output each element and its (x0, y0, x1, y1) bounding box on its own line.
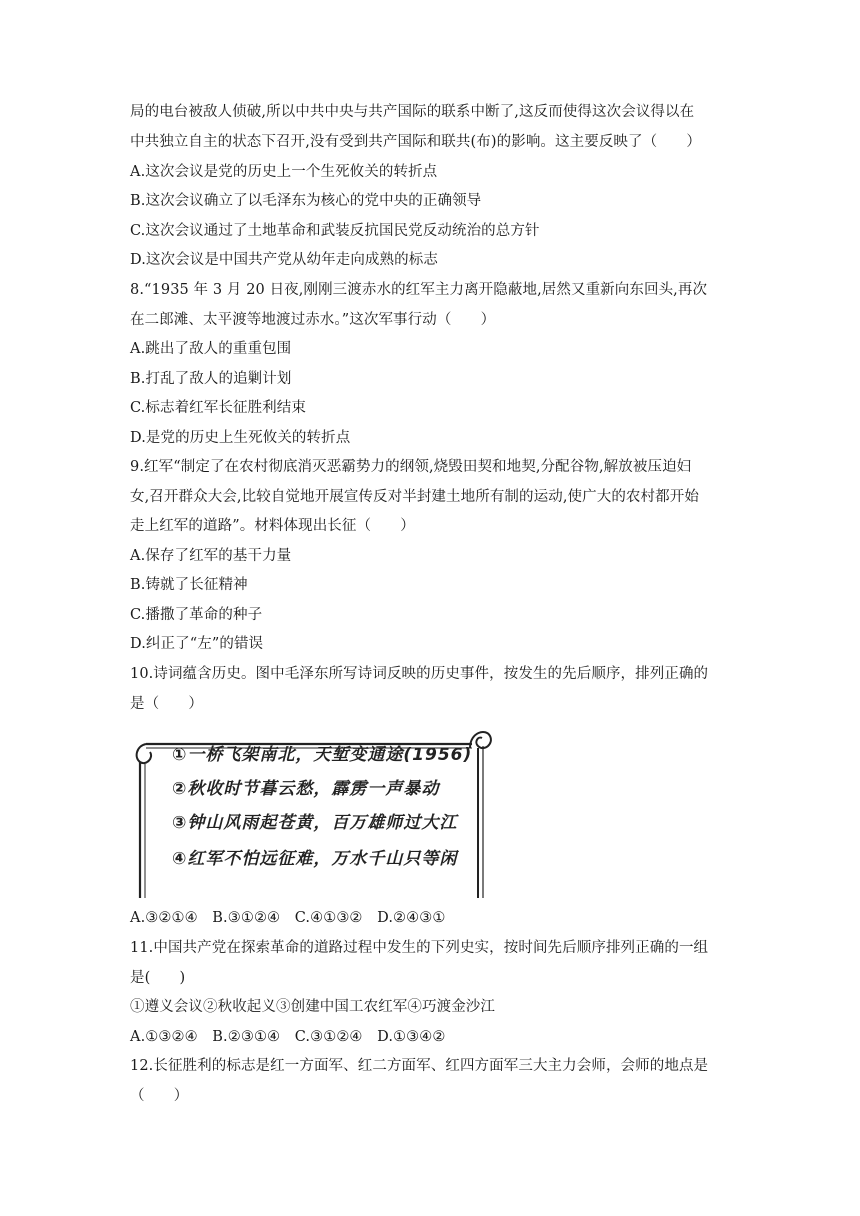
text-line: 局的电台被敌人侦破,所以中共中央与共产国际的联系中断了,这反而使得这次会议得以在 (130, 104, 695, 120)
question-11: 11.中国共产党在探索革命的道路过程中发生的下列史实，按时间先后顺序排列正确的一组 (130, 940, 709, 956)
option-c: C.标志着红军长征胜利结束 (130, 400, 306, 416)
text-line: 是（ ） (130, 696, 203, 712)
option-c: C.这次会议通过了土地革命和武装反抗国民党反动统治的总方针 (130, 223, 540, 239)
option-a: A.保存了红军的基干力量 (130, 548, 292, 564)
option-c: C.播撒了革命的种子 (130, 607, 263, 623)
text-line: 中共独立自主的状态下召开,没有受到共产国际和联共(布)的影响。这主要反映了（ ） (130, 134, 702, 150)
poem-line-3: ③钟山风雨起苍黄，百万雄师过大江 (172, 813, 458, 833)
poem-line-2: ②秋收时节暮云愁，霹雳一声暴动 (172, 779, 440, 799)
option-d: D.纠正了“左”的错误 (130, 636, 264, 652)
event-list: ①遵义会议②秋收起义③创建中国工农红军④巧渡金沙江 (130, 999, 495, 1015)
option-d: D.是党的历史上生死攸关的转折点 (130, 430, 351, 446)
question-10: 10.诗词蕴含历史。图中毛泽东所写诗词反映的历史事件，按发生的先后顺序，排列正确的 (130, 666, 709, 682)
option-a: A.这次会议是党的历史上一个生死攸关的转折点 (130, 164, 438, 180)
option-a: A.跳出了敌人的重重包围 (130, 341, 292, 357)
option-b: B.打乱了敌人的追剿计划 (130, 371, 292, 387)
question-8: 8.“1935 年 3 月 20 日夜,刚刚三渡赤水的红军主力离开隐蔽地,居然又重新向东回头,再次 (130, 282, 708, 298)
option-b: B.铸就了长征精神 (130, 577, 248, 593)
text-line: 是( ) (130, 970, 186, 986)
text-line: 走上红军的道路”。材料体现出长征（ ） (130, 518, 415, 534)
text-line: 在二郎滩、太平渡等地渡过赤水。”这次军事行动（ ） (130, 312, 496, 328)
option-d: D.这次会议是中国共产党从幼年走向成熟的标志 (130, 252, 438, 268)
text-line: 女,召开群众大会,比较自觉地开展宣传反对半封建土地所有制的运动,使广大的农村都开始 (130, 489, 699, 505)
option-b: B.这次会议确立了以毛泽东为核心的党中央的正确领导 (130, 193, 482, 209)
question-12: 12.长征胜利的标志是红一方面军、红二方面军、红四方面军三大主力会师，会师的地点是 (130, 1058, 709, 1074)
text-line: （ ） (130, 1088, 189, 1104)
options-row-10: A.③②①④ B.③①②④ C.④①③② D.②④③① (130, 910, 446, 926)
poem-line-4: ④红军不怕远征难，万水千山只等闲 (172, 849, 458, 869)
poem-scroll-figure (132, 722, 498, 898)
question-9: 9.红军“制定了在农村彻底消灭恶霸势力的纲领,烧毁田契和地契,分配谷物,解放被压迫妇 (130, 459, 692, 475)
options-row-11: A.①③②④ B.②③①④ C.③①②④ D.①③④② (130, 1029, 446, 1045)
poem-line-1: ①一桥飞架南北，天堑变通途(1956) (172, 745, 473, 765)
